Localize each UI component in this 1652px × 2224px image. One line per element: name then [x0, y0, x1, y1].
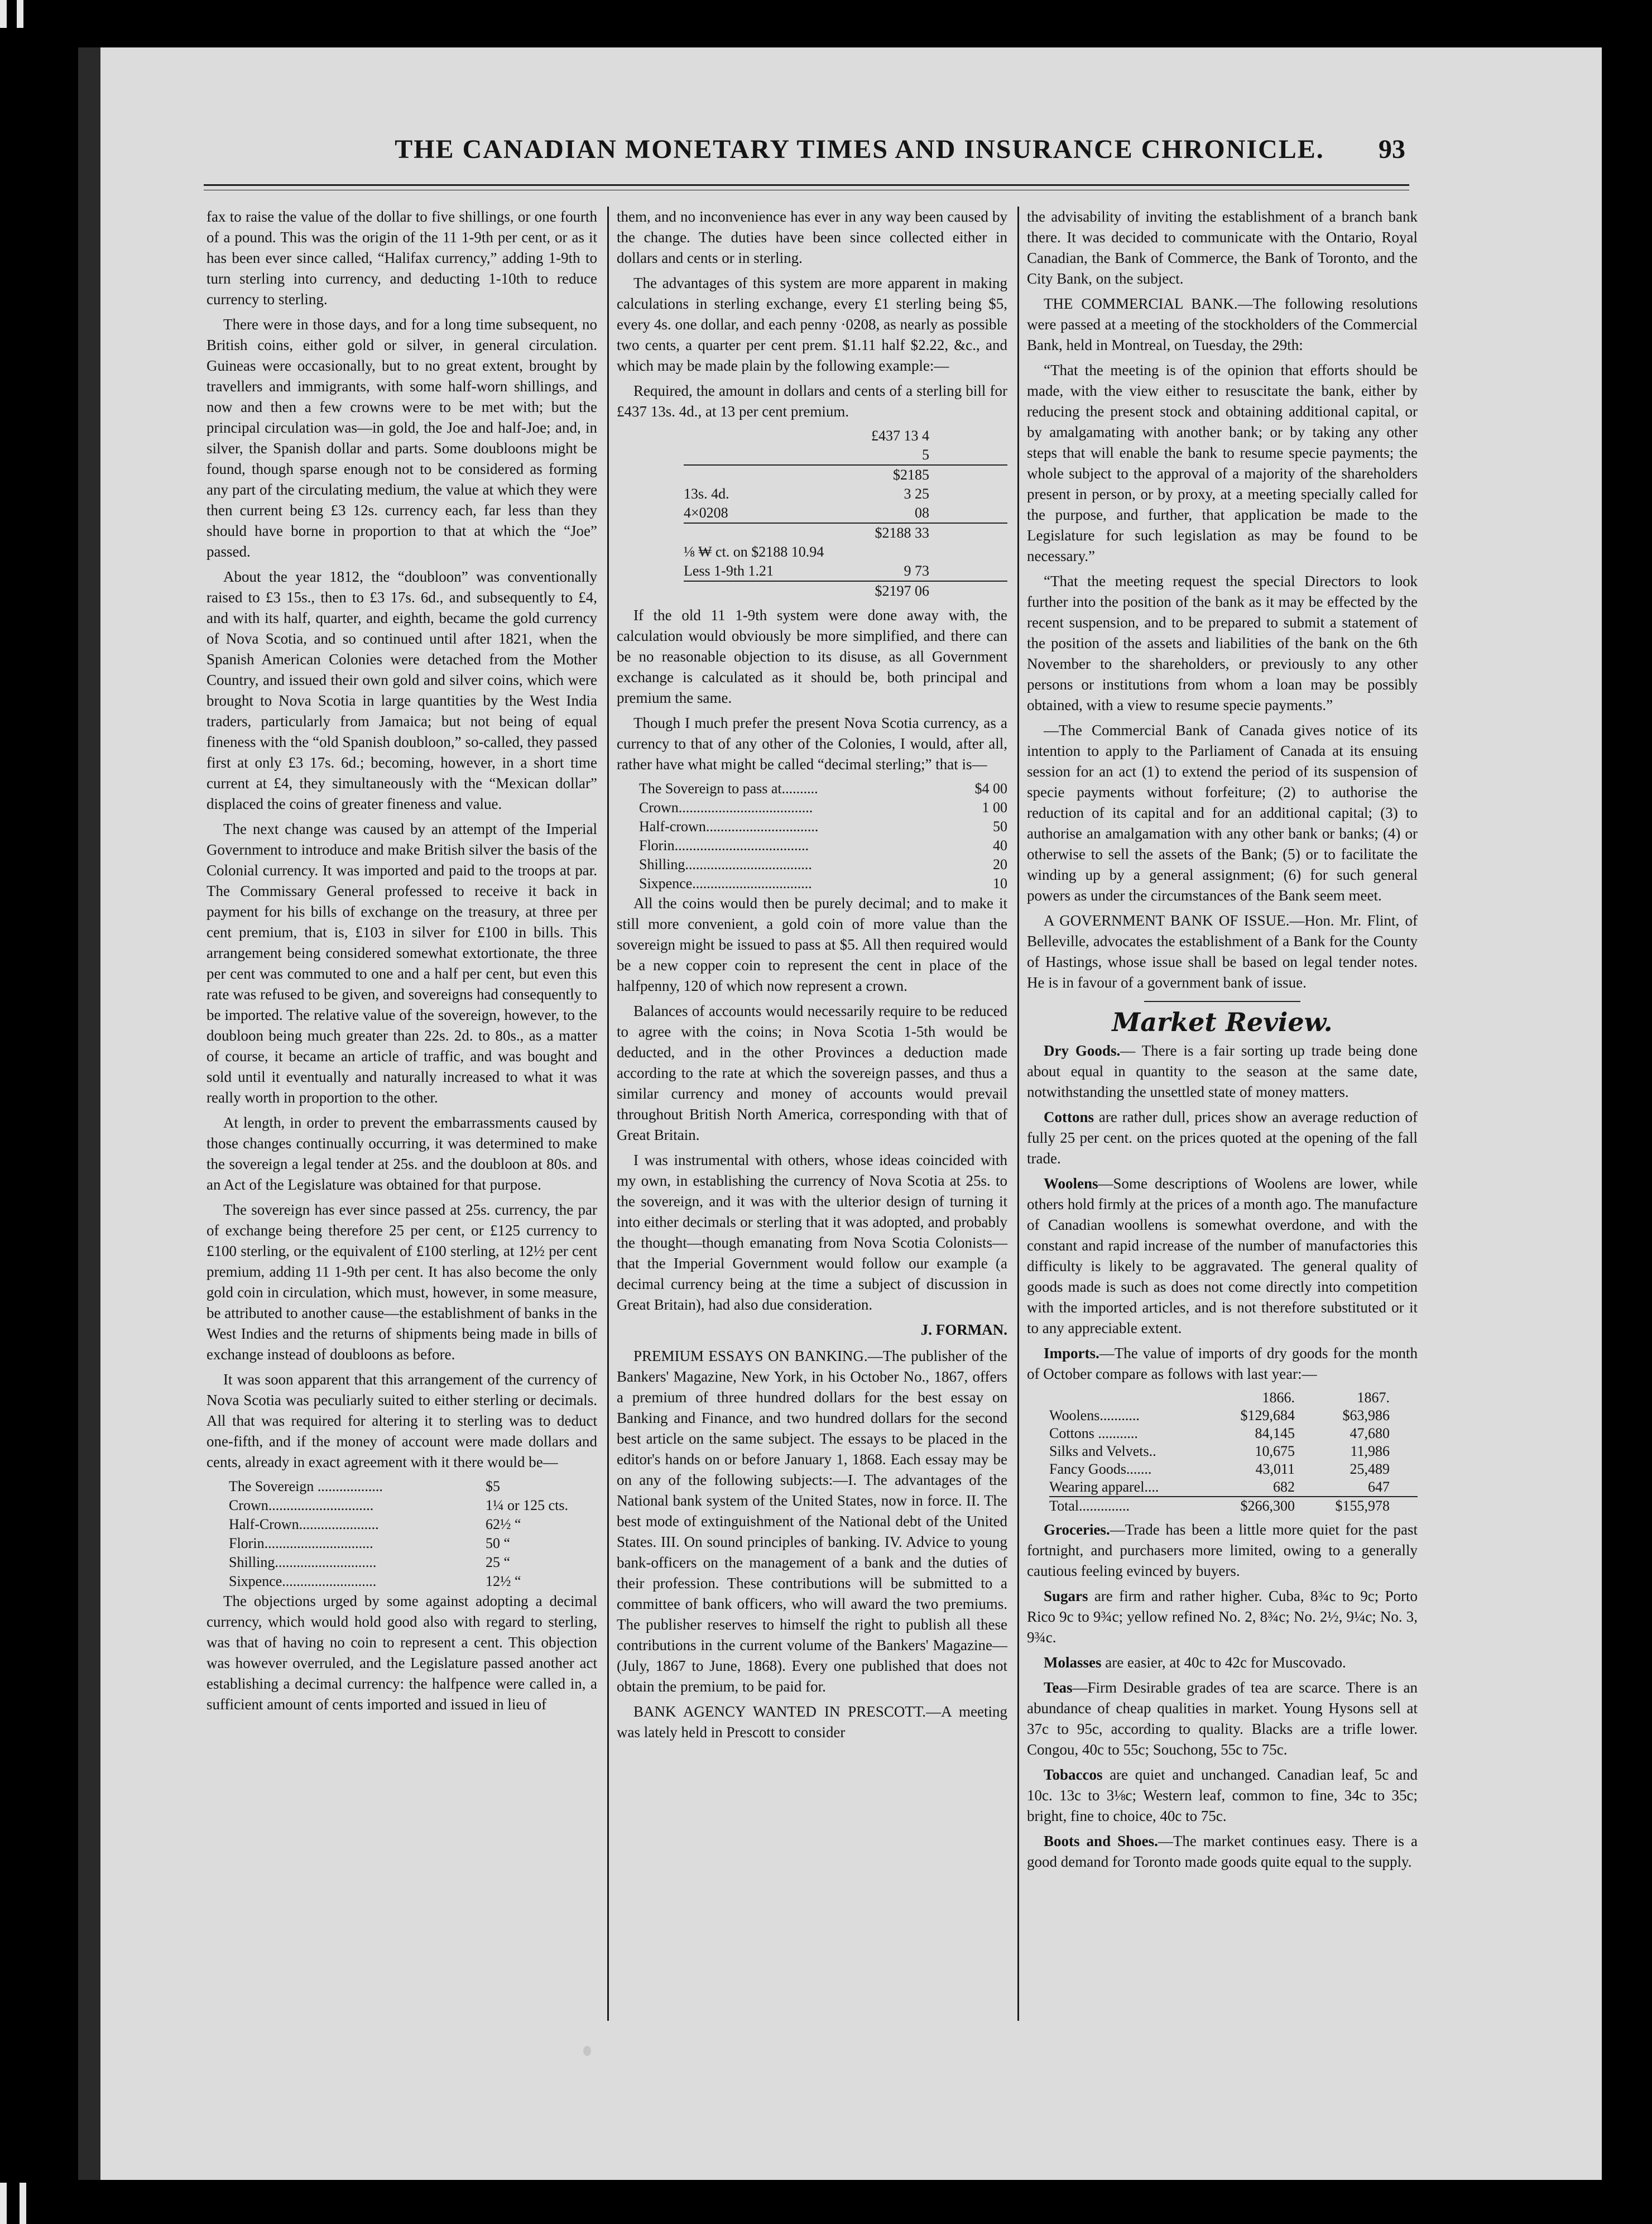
paragraph: —The Commercial Bank of Canada gives notice of its intention to apply to the Parliament of Canada at its ensuing session for an act (1) to extend the period of its suspension of specie payments without forfeiture; (2) to authorise the reduction of its capital and for an additional capital; (3) to authorise an amalgamation with any other bank or banks; (4) or otherwise to sell the assets of the Bank; (5) or to facilitate the winding up by a general assignment; (6) for such general powers as under the circumstances of the Bank seem meet.	[1027, 722, 1418, 904]
calc-amount: 3 25	[904, 486, 929, 502]
article-lead: Cottons	[1044, 1109, 1094, 1125]
paragraph	[1027, 1652, 1418, 1673]
coin-row	[617, 855, 1007, 874]
calc-amount: £437 13 4	[871, 428, 929, 444]
calc-label: 4×0208	[684, 505, 728, 521]
imports-row	[1049, 1407, 1418, 1425]
imports-row	[1049, 1460, 1418, 1478]
calc-line	[684, 581, 1007, 601]
coin-value: 10	[993, 875, 1007, 891]
article-lead: Dry Goods.	[1044, 1042, 1121, 1059]
coin-value: $4 00	[974, 780, 1007, 797]
calc-label: 13s. 4d.	[684, 486, 729, 502]
coin-name: The Sovereign to pass at..........	[639, 780, 818, 797]
article-body: —The value of imports of dry goods for the month of October compare as follows with last year:—	[1027, 1345, 1418, 1382]
market-review-title: Market Review.	[1112, 1007, 1333, 1037]
article-body: —Trade has been a little more quiet for the past fortnight, and purchasers more limited, owing to a generally cautious feeling evinced by buyers.	[1027, 1521, 1418, 1579]
coin-name: Sixpence..........................	[229, 1573, 377, 1589]
coin-name: Shilling............................	[229, 1554, 377, 1570]
calc-label	[684, 582, 818, 601]
imports-item: Wearing apparel....	[1049, 1479, 1159, 1495]
article-body: —The market continues easy. There is a good demand for Toronto made goods quite equal to the supply.	[1027, 1833, 1418, 1870]
article-body: are easier, at 40c to 42c for Muscovado.	[1105, 1654, 1346, 1671]
coin-value: $5	[486, 1478, 500, 1494]
coin-name: Crown.............................	[229, 1497, 374, 1513]
coin-value: 20	[993, 856, 1007, 873]
article-body: —Firm Desirable grades of tea are scarce. There is an abundance of cheap qualities in market. Young Hysons sell at 37c to 95c, according to quality. Blacks are a trifle lower. Congou, 40c to 55c; Souchong, 55c to 75c.	[1027, 1679, 1418, 1758]
imports-header-cell: 1867.	[1357, 1389, 1390, 1406]
calc-line	[684, 485, 1007, 504]
article-lead: Molasses	[1044, 1654, 1102, 1671]
calc-amount: $2197 06	[875, 583, 929, 599]
paragraph	[1027, 1520, 1418, 1581]
paragraph: Though I much prefer the present Nova Scotia currency, as a currency to that of any other of the Colonies, I would, after all, rather have what might be called “decimal sterling;” that is—	[617, 715, 1007, 773]
article-body: are rather dull, prices show an average reduction of fully 25 per cent. on the prices quoted at the opening of the fall trade.	[1027, 1109, 1418, 1167]
scan-mark-bottom-left	[0, 2183, 7, 2224]
imports-table	[1027, 1389, 1418, 1515]
imports-1866: $266,300	[1240, 1498, 1295, 1514]
scan-mark-top-left-2	[17, 0, 23, 28]
coin-value: 62½ “	[486, 1516, 521, 1532]
calc-label: ⅛ ₩ ct. on $2188 10.94	[684, 544, 824, 560]
column-divider	[1017, 207, 1019, 2021]
paragraph: fax to raise the value of the dollar to five shillings, or one fourth of a pound. This was the origin of the 11 1-9th per cent, or as it has been ever since called, “Halifax currency,” adding 1-9th to turn sterling into currency, and deducting 1-10th to reduce currency to sterling.	[206, 208, 597, 308]
coin-name: Florin.....................................	[639, 837, 809, 854]
imports-total-row	[1049, 1496, 1418, 1515]
section-rule	[1144, 1001, 1300, 1002]
calc-line	[684, 445, 1007, 464]
imports-row	[1049, 1442, 1418, 1460]
coin-row	[206, 1572, 597, 1591]
imports-item: Cottons ...........	[1049, 1425, 1138, 1441]
paragraph: The sovereign has ever since passed at 25s. currency, the par of exchange being therefore 25 per cent, or £125 currency to £100 sterling, or the equivalent of £100 sterling, at 12½ per cent premium, adding 11 1-9th per cent. It has also become the only gold coin in circulation, which must, however, in some measure, be attributed to another cause—the establishment of banks in the West Indies and the returns of shipments being made in bills of exchange instead of doubloons as before.	[206, 1201, 597, 1363]
paragraph	[1027, 1343, 1418, 1384]
header-rule	[204, 184, 1409, 186]
calc-amount: 9 73	[904, 563, 929, 579]
paragraph: It was soon apparent that this arrangement of the currency of Nova Scotia was peculiarly suited to either sterling or decimals. All that was required for altering it to sterling was to deduct one-fifth, and if the money of account were made dollars and cents, already in exact agreement with it there would be—	[206, 1371, 597, 1470]
imports-1867: 11,986	[1350, 1443, 1390, 1459]
coin-value: 50 “	[486, 1535, 511, 1551]
coin-name: Shilling...................................	[639, 856, 812, 873]
calc-label	[684, 426, 818, 445]
calc-amount: $2188 33	[875, 525, 929, 541]
coin-name: Crown.....................................	[639, 799, 813, 816]
paragraph: All the coins would then be purely decimal; and to make it still more convenient, a gold coin of more value than the sovereign might be issued to pass at $5. All then required would be a new copper coin to represent the cent in place of the halfpenny, 120 of which now represent a crown.	[617, 895, 1007, 994]
column-3	[1027, 207, 1418, 1877]
calc-amount	[851, 543, 963, 562]
article-body: —Some descriptions of Woolens are lower, while others hold firmly at the prices of a month ago. The manufacture of Canadian woollens is somewhat overdone, and with the constant and rapid increase of the number of manufactories this difficulty is likely to be aggravated. The general quality of goods made is such as does not come directly into competition with the imported articles, and is not therefore substituted or it to any appreciable extent.	[1027, 1175, 1418, 1336]
article-lead: Boots and Shoes.	[1044, 1833, 1158, 1849]
coin-value: 40	[993, 837, 1007, 854]
paragraph	[1027, 1586, 1418, 1648]
coin-value: 50	[993, 818, 1007, 835]
paragraph: the advisability of inviting the establishment of a branch bank there. It was decided to communicate with the Ontario, Royal Canadian, the Bank of Commerce, the Bank of Toronto, and the City Bank, on the subject.	[1027, 208, 1418, 287]
running-head: THE CANADIAN MONETARY TIMES AND INSURANCE CHRONICLE.	[395, 135, 1324, 164]
coin-row	[206, 1496, 597, 1515]
paragraph: About the year 1812, the “doubloon” was conventionally raised to £3 15s., then to £3 17s. 6d., and subsequently to £4, and with its half, quarter, and eighth, became the gold currency of Nova Scotia, and so continued until after 1821, when the Spanish American Colonies were detached from the Mother Country, and issued their own gold and silver coins, which were brought to Nova Scotia in large quantities by the West India traders, particularly from Jamaica; but not being of equal fineness with the “old Spanish doubloon,” so-called, they passed first at only £3 17s. 6d.; becoming, however, in a short time current at £4, they simultaneously with the “Mexican dollar” displaced the coins of greater fineness and value.	[206, 568, 597, 812]
article-body: —The publisher of the Bankers' Magazine, New York, in his October No., 1867, offers a premium of three hundred dollars for the best essay on Banking and Finance, and two hundred dollars for the second best article on the same subject. The essays to be placed in the editor's hands on or before January 1, 1868. Each essay may be on any of the following subjects:—I. The advantages of the National bank system of the United States, now in force. II. The best mode of extinguishment of the National debt of the United States. III. On sound principles of banking. IV. Advice to young bank-officers on the management of a bank and the duties of their profession. These contributions will be submitted to a committee of bank officers, who will award the two premiums. The publisher reserves to himself the right to publish all these contributions in the current volume of the Bankers' Magazine—(July, 1867 to June, 1868). Every one published that does not obtain the premium, to be paid for.	[617, 1348, 1007, 1695]
coin-row	[206, 1534, 597, 1553]
paragraph: “That the meeting is of the opinion that efforts should be made, with the view either to resuscitate the bank, either by reducing the present stock and obtaining additional capital, or by amalgamating with another bank; or by taking any other steps that will enable the bank to resume specie payments; the whole subject to the approval of a majority of the shareholders present in person, or by proxy, at a meeting specially called for the purpose, and further, that application be made to the Legislature for such legislation as may be found to be necessary.”	[1027, 362, 1418, 564]
coin-value: 25 “	[486, 1554, 511, 1570]
coin-value: 12½ “	[486, 1573, 521, 1589]
paragraph	[1027, 1677, 1418, 1760]
calc-amount: $2185	[893, 467, 929, 483]
coin-row	[617, 817, 1007, 836]
article-lead: Woolens	[1044, 1175, 1098, 1192]
column-divider	[607, 207, 609, 2021]
paragraph: Required, the amount in dollars and cents of a sterling bill for £437 13s. 4d., at 13 per cent premium.	[617, 382, 1007, 420]
paragraph	[1027, 1765, 1418, 1827]
imports-1867: 25,489	[1350, 1461, 1390, 1477]
paragraph	[1027, 1173, 1418, 1339]
article-body: —A meeting was lately held in Prescott to consider	[617, 1703, 1007, 1741]
decimal-coin-table	[617, 779, 1007, 893]
article-body: —The following resolutions were passed at a meeting of the stockholders of the Commercial Bank, held in Montreal, on Tuesday, the 29th:	[1027, 295, 1418, 353]
coin-row	[617, 836, 1007, 855]
paragraph: “That the meeting request the special Directors to look further into the position of the bank as it may be effected by the recent suspension, and to be prepared to submit a statement of the position of the assets and liabilities of the bank on the 6th November to the shareholders, or previously to any other persons or institutions from whom a loan may be possibly obtained, with a view to resume specie payments.”	[1027, 573, 1418, 713]
coin-row	[206, 1553, 597, 1572]
paragraph	[1027, 294, 1418, 356]
calc-line	[684, 464, 1007, 485]
coin-name: Florin..............................	[229, 1535, 373, 1551]
coin-name: Sixpence.................................	[639, 875, 812, 891]
imports-row	[1049, 1425, 1418, 1442]
calc-label	[684, 466, 818, 485]
article-body: are firm and rather higher. Cuba, 8¾c to 9c; Porto Rico 9c to 9¾c; yellow refined No. 2, 8¾c; No. 2½, 9¼c; No. 3, 9¾c.	[1027, 1588, 1418, 1646]
newspaper-page	[78, 47, 1602, 2180]
calc-line	[684, 504, 1007, 523]
calc-line	[684, 426, 1007, 445]
calc-label	[684, 524, 818, 543]
imports-1866: 682	[1273, 1479, 1295, 1495]
imports-item: Total..............	[1049, 1498, 1130, 1514]
imports-1867: $155,978	[1335, 1498, 1390, 1514]
article-body: are quiet and unchanged. Canadian leaf, 5c and 10c. 13c to 3⅛c; Western leaf, common to fine, 34c to 35c; bright, fine to choice, 40c to 75c.	[1027, 1766, 1418, 1824]
article-body: — There is a fair sorting up trade being done about equal in quantity to the season at the same date, notwithstanding the unsettled state of money matters.	[1027, 1042, 1418, 1100]
paragraph: Balances of accounts would necessarily require to be reduced to agree with the coins; in Nova Scotia 1-5th would be deducted, and in the other Provinces a deduction made according to the rate at which the sovereign passes, and thus a similar currency and money of accounts would prevail throughout British North America, corresponding with that of Great Britain.	[617, 1003, 1007, 1143]
article-lead: A GOVERNMENT BANK OF ISSUE.	[1044, 912, 1290, 929]
imports-header-cell: 1866.	[1262, 1389, 1295, 1406]
paragraph: At length, in order to prevent the embarrassments caused by those changes continually occurring, it was determined to make the sovereign a legal tender at 25s. and the doubloon at 80s. and an Act of the Legislature was obtained for that purpose.	[206, 1114, 597, 1193]
article-lead: PREMIUM ESSAYS ON BANKING.	[633, 1348, 868, 1364]
paragraph: The next change was caused by an attempt of the Imperial Government to introduce and make British silver the basis of the Colonial currency. It was imported and paid to the troops at par. The Commissary General professed to receive it back in payment for his bills of exchange on the treasury, at three per cent premium, that is, £103 in silver for £100 in bills. This arrangement being considered somewhat extortionate, the three per cent was commuted to one and a half per cent, but even this rate was refused to be given, and sovereigns had consequently to be imported. The relative value of the sovereign, however, to the doubloon being much greater than 22s. 2d. to 80s., as a matter of course, it became an article of traffic, and was bought and sold until it eventually and naturally increased to what it was really worth in proportion to the other.	[206, 821, 597, 1106]
coin-row	[617, 874, 1007, 893]
imports-1867: 647	[1368, 1479, 1390, 1495]
calc-label	[684, 445, 818, 464]
author-signature: J. FORMAN.	[920, 1321, 1007, 1338]
paragraph: them, and no inconvenience has ever in any way been caused by the change. The duties have been since collected either in dollars and cents or in sterling.	[617, 208, 1007, 266]
scan-mark-top-left	[0, 0, 7, 28]
article-lead: Groceries.	[1044, 1521, 1110, 1538]
paragraph	[1027, 1107, 1418, 1169]
paragraph	[617, 1701, 1007, 1743]
imports-1867: 47,680	[1350, 1425, 1390, 1441]
imports-item: Silks and Velvets..	[1049, 1443, 1156, 1459]
imports-header-row	[1049, 1389, 1418, 1407]
coin-name: Half-Crown......................	[229, 1516, 379, 1532]
column-1	[206, 207, 597, 1719]
article-lead: Tobaccos	[1044, 1766, 1103, 1783]
imports-item: Fancy Goods.......	[1049, 1461, 1152, 1477]
ink-smudge	[583, 2046, 591, 2056]
coin-row	[206, 1515, 597, 1534]
coin-name: The Sovereign ..................	[229, 1478, 383, 1494]
paragraph	[1027, 1041, 1418, 1103]
imports-1866: 10,675	[1255, 1443, 1295, 1459]
coin-name: Half-crown...............................	[639, 818, 819, 835]
article-lead: Teas	[1044, 1679, 1073, 1696]
imports-1866: $129,684	[1240, 1407, 1295, 1423]
coin-row	[206, 1477, 597, 1496]
coin-table	[206, 1477, 597, 1591]
scan-mark-bottom-left-2	[20, 2183, 26, 2224]
column-2	[617, 207, 1007, 1747]
coin-row	[617, 779, 1007, 798]
paragraph	[617, 1346, 1007, 1697]
calc-line	[684, 523, 1007, 543]
article-lead: Imports.	[1044, 1345, 1099, 1362]
imports-1866: 84,145	[1255, 1425, 1295, 1441]
article-lead: Sugars	[1044, 1588, 1088, 1604]
calc-line	[684, 562, 1007, 581]
calc-amount: 5	[922, 447, 929, 463]
coin-value: 1¼ or 125 cts.	[486, 1497, 569, 1513]
coin-row	[617, 798, 1007, 817]
calc-label: Less 1-9th 1.21	[684, 563, 774, 579]
paragraph: There were in those days, and for a long time subsequent, no British coins, either gold or silver, in general circulation. Guineas were occasionally, but to no great extent, brought by travellers and immigrants, with some half-worn shillings, and now and then a few crowns were to be met with; but the principal circulation was—in gold, the Joe and half-Joe; and, in silver, the Spanish dollar and parts. Some doubloons might be found, though sparse enough not to be considered as forming any part of the circulating medium, the value at which they were then current being £3 12s. currency each, far less than they should have borne in proportion to that at which the “Joe” passed.	[206, 316, 597, 560]
imports-1866: 43,011	[1255, 1461, 1295, 1477]
exchange-calculation	[617, 426, 1007, 601]
calc-line	[684, 543, 1007, 562]
page-binding-edge	[78, 47, 100, 2180]
paragraph: If the old 11 1-9th system were done away with, the calculation would obviously be more simplified, and there can be no reasonable objection to its disuse, as all Government exchange is calculated as it should be, both principal and premium the same.	[617, 607, 1007, 706]
paragraph	[1027, 1831, 1418, 1872]
paragraph	[1027, 910, 1418, 993]
calc-amount: 08	[915, 505, 929, 521]
imports-row	[1049, 1478, 1418, 1496]
paragraph: The objections urged by some against adopting a decimal currency, which would hold good also with regard to sterling, was that of having no coin to represent a cent. This objection was however overruled, and the Legislature passed another act establishing a decimal currency: the halfpence were called in, a sufficient amount of cents imported and issued in lieu of	[206, 1593, 597, 1713]
paragraph: The advantages of this system are more apparent in making calculations in sterling exchange, every £1 sterling being $5, every 4s. one dollar, and each penny ·0208, as nearly as possible two cents, a quarter per cent prem. $1.11 half $2.22, &c., and which may be made plain by the following example:—	[617, 275, 1007, 374]
imports-header-cell	[1049, 1389, 1200, 1407]
paragraph: I was instrumental with others, whose ideas coincided with my own, in establishing the currency of Nova Scotia at 25s. to the sovereign, and it was with the ulterior design of turning it into either decimals or sterling that it was adopted, and probably the thought—though emanating from Nova Scotia Colonists—that the Imperial Government would follow our example (a decimal currency being at the time a subject of discussion in Great Britain), had also due consideration.	[617, 1152, 1007, 1313]
imports-1867: $63,986	[1342, 1407, 1390, 1423]
imports-item: Woolens...........	[1049, 1407, 1140, 1423]
article-lead: THE COMMERCIAL BANK.	[1044, 295, 1238, 312]
article-lead: BANK AGENCY WANTED IN PRESCOTT.	[633, 1703, 926, 1720]
page-number: 93	[1379, 135, 1405, 164]
coin-value: 1 00	[982, 799, 1007, 816]
article-body: —Hon. Mr. Flint, of Belleville, advocates the establishment of a Bank for the County of Hastings, whose issue shall be based on legal tender notes. He is in favour of a government bank of issue.	[1027, 912, 1418, 991]
